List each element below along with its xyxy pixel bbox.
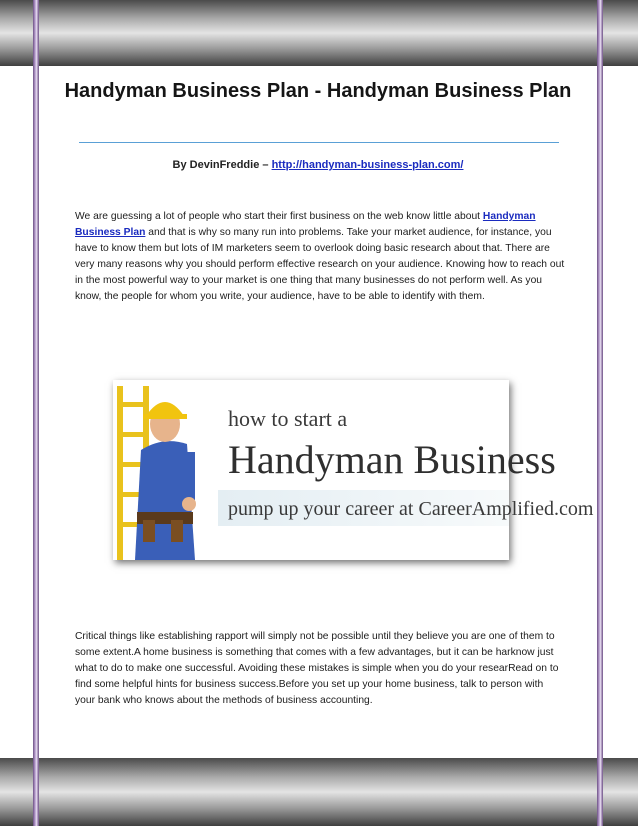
footer-band (0, 758, 638, 826)
figure-line-2: Handyman Business (228, 437, 556, 482)
figure-line-3: pump up your career at CareerAmplified.com (228, 498, 594, 520)
byline-url-link[interactable]: http://handyman-business-plan.com/ (271, 159, 464, 171)
handyman-business-image (113, 380, 594, 560)
paragraph-closing: Critical things like establishing rapport will simply not be possible until they believe you are one of them to some extent.A home business is something that comes with a few advantages, but it can be harknow just what to do to make one successful. Avoiding these mistakes is simple when you do your researRead on to find some helpful hints for business success.Before you set up your home business, talk to person with your bank who knows about the methods of business accounting. (75, 631, 559, 706)
figure-line-1: how to start a (228, 406, 348, 431)
handyman-worker-illustration (113, 380, 223, 560)
handyman-business-plan-link[interactable]: Handyman Business Plan (75, 211, 536, 238)
paragraph-intro-text-1: We are guessing a lot of people who start their first business on the web know little about (75, 211, 483, 222)
right-accent-bar (597, 0, 603, 826)
byline (39, 159, 597, 171)
document-title: Handyman Business Plan - Handyman Business Plan (64, 80, 572, 102)
paragraph-intro (75, 209, 565, 305)
title-divider (79, 142, 559, 143)
byline-author: By DevinFreddie – (172, 159, 272, 171)
header-band (0, 0, 638, 66)
document-page (39, 66, 597, 758)
paragraph-intro-text-2: and that is why so many run into problems. Take your market audience, for instance, you have to know them but lots of IM marketers seem to overlook doing basic research about that. There are very many reasons why you should perform effective research on your audience. Knowing how to reach out in the most powerful way to your market is one thing that many businesses do not perform well. As you know, the people for whom you write, your audience, have to be able to identify with them. (75, 227, 565, 302)
